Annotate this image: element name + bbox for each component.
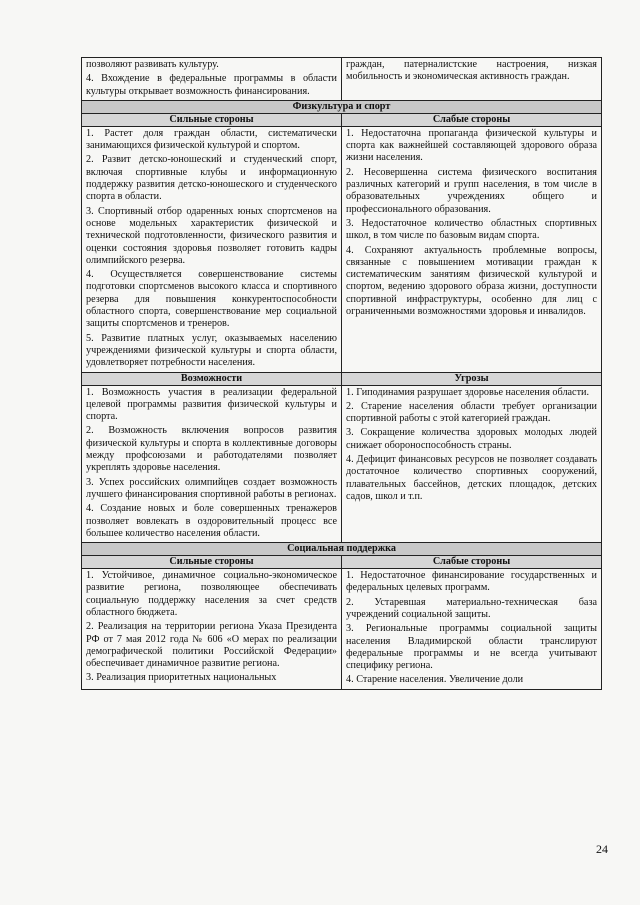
social-strengths-cell <box>82 569 342 690</box>
list-item: 1. Устойчивое, динамичное социально-экономическое развитие региона, позволяющее обеспечивать социальную поддержку населения за счет средств областного бюджета. <box>86 570 337 618</box>
list-item: позволяют развивать культуру. <box>86 59 219 70</box>
swot-table <box>81 57 602 690</box>
list-item: 4. Создание новых и боле совершенных тренажеров позволяет вовлекать в оздоровительный процесс все большее количество населения области. <box>86 503 337 539</box>
sport-threats-cell <box>342 385 602 543</box>
column-header-row <box>82 556 602 569</box>
list-item: 1. Недостаточное финансирование государственных и федеральных целевых программ. <box>346 570 597 594</box>
list-item: 4. Осуществляется совершенствование системы подготовки спортсменов высокого класса и спортивного резерва для повышения конкурентоспособности областного спорта, совершенствование мер социальной защиты спортсменов и тренеров. <box>86 269 337 330</box>
column-header-row <box>82 113 602 126</box>
list-item: граждан, патерналистские настроения, низкая мобильность и экономическая активность граждан. <box>346 59 597 83</box>
list-item: 4. Сохраняют актуальность проблемные вопросы, связанные с повышением мотивации граждан к систематическим занятиям физической культурой и спортом, ведению здорового образа жизни, доступности спортивной инфраструктуры, особенно для лиц с ограниченными возможностями здоровья и инвалидов. <box>346 244 597 318</box>
list-item: 4. Вхождение в федеральные программы в области культуры открывает возможность финансирования. <box>86 73 337 97</box>
list-item: 5. Развитие платных услуг, оказываемых населению учреждениями физической культуры и спорта области, удовлетворяет потребности населения. <box>86 332 337 369</box>
social-weaknesses-cell <box>342 569 602 690</box>
list-item: 3. Недостаточное количество областных спортивных школ, в том числе по базовым видам спорта. <box>346 217 597 242</box>
list-item: 1. Возможность участия в реализации федеральной целевой программы развития физической культуры и спорта. <box>86 386 337 423</box>
opportunities-header: Возможности <box>82 372 342 385</box>
weaknesses-header: Слабые стороны <box>342 556 602 569</box>
sport-weaknesses-cell <box>342 126 602 372</box>
list-item: 1. Недостаточна пропаганда физической культуры и спорта как важнейшей составляющей здорового образа жизни населения. <box>346 127 597 164</box>
top-left-cell <box>82 58 342 101</box>
page-number: 24 <box>596 842 608 856</box>
list-item: 2. Устаревшая материально-техническая база учреждений социальной защиты. <box>346 596 597 620</box>
list-item: 1. Гиподинамия разрушает здоровье населения области. <box>346 386 590 398</box>
sport-strengths-cell <box>82 126 342 372</box>
section-header-social <box>82 543 602 556</box>
strengths-header: Сильные стороны <box>82 556 342 569</box>
section-title: Социальная поддержка <box>82 543 602 556</box>
threats-header: Угрозы <box>342 372 602 385</box>
sport-opportunities-threats-row <box>82 385 602 543</box>
list-item: 3. Региональные программы социальной защиты населения Владимирской области транслируют федеральные программы и не всегда учитывают специфику региона. <box>346 623 597 672</box>
list-item: 4. Старение населения. Увеличение доли <box>346 674 524 686</box>
list-item: 3. Успех российских олимпийцев создает возможность лучшего финансирования спортивной работы в регионах. <box>86 476 337 500</box>
list-item: 1. Растет доля граждан области, систематически занимающихся физической культурой и спортом. <box>86 127 337 152</box>
section-header-sport <box>82 100 602 113</box>
sport-opportunities-cell <box>82 385 342 543</box>
weaknesses-header: Слабые стороны <box>342 113 602 126</box>
top-right-cell <box>342 58 602 101</box>
list-item: 2. Возможность включения вопросов развития физической культуры и спорта в коллективные договоры между профсоюзами и работодателями позволяет укреплять здоровье населения. <box>86 425 337 474</box>
strengths-header: Сильные стороны <box>82 113 342 126</box>
list-item: 3. Сокращение количества здоровых молодых людей снижает обороноспособность страны. <box>346 427 597 451</box>
section-title: Физкультура и спорт <box>82 100 602 113</box>
list-item: 3. Спортивный отбор одаренных юных спортсменов на основе модельных характеристик физической и технической подготовленности, физического развития и оценки состояния здоровья позволяет готовить кадры олимпийского резерва. <box>86 205 337 266</box>
list-item: 2. Старение населения области требует организации спортивной работы с этой категорией граждан. <box>346 400 597 425</box>
list-item: 2. Несовершенна система физического воспитания различных категорий и групп населения, в том числе в образовательных учреждениях общего и профессионального образования. <box>346 166 597 215</box>
list-item: 2. Развит детско-юношеский и студенческий спорт, включая спортивные клубы и информационную поддержку развития детско-юношеского и студенческого спорта в области. <box>86 154 337 203</box>
list-item: 3. Реализация приоритетных национальных <box>86 672 277 684</box>
column-header-row <box>82 372 602 385</box>
sport-strengths-weaknesses-row <box>82 126 602 372</box>
social-strengths-weaknesses-row <box>82 569 602 690</box>
top-continuation-row <box>82 58 602 101</box>
list-item: 4. Дефицит финансовых ресурсов не позволяет создавать достаточное количество спортивных сооружений, плавательных бассейнов, детских площадок, детских садов, школ и т.п. <box>346 454 597 502</box>
list-item: 2. Реализация на территории региона Указа Президента РФ от 7 мая 2012 года № 606 «О мерах по реализации демографической политики Российской Федерации» обеспечивает динамичное развитие региона. <box>86 621 337 670</box>
